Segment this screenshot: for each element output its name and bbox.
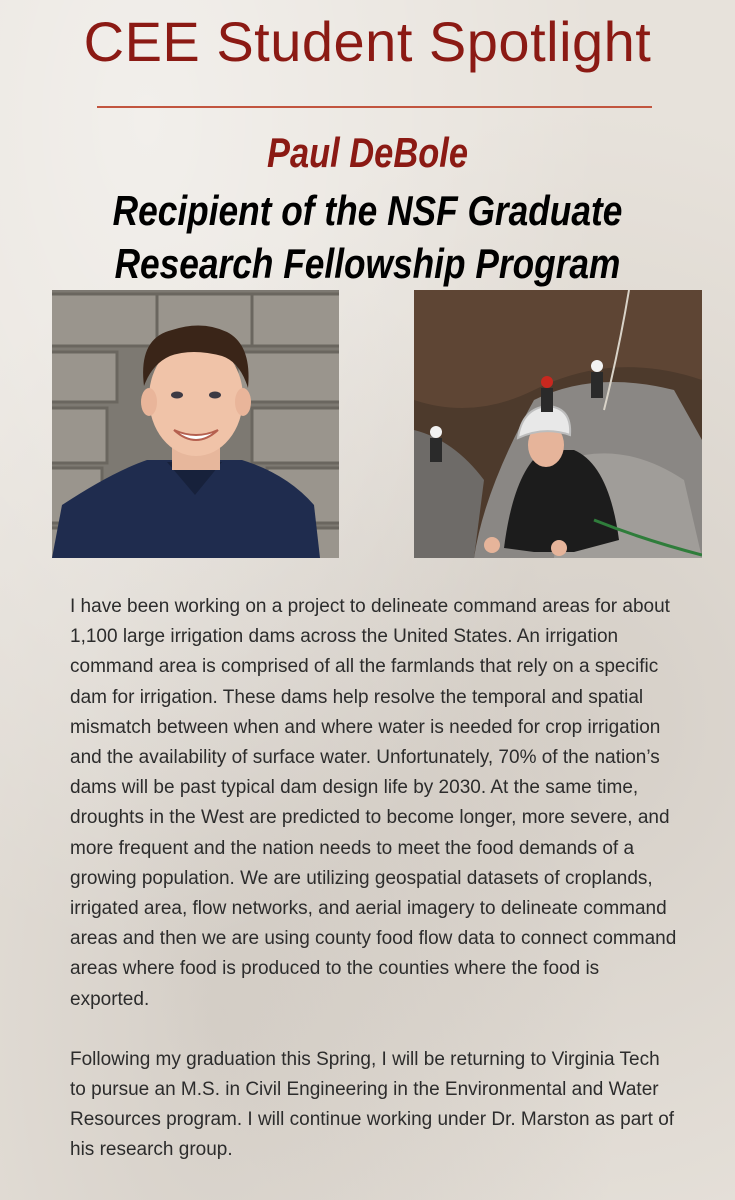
title-divider <box>97 106 652 108</box>
spotlight-body <box>70 592 680 1166</box>
body-paragraph-1: I have been working on a project to delineate command areas for about 1,100 large irrigation dams across the United States. An irrigation command area is comprised of all the farmlands that rely on a specific dam for irrigation. These dams help resolve the temporal and spatial mismatch between when and where water is needed for crop irrigation and the availability of surface water. Unfortunately, 70% of the nation’s dams will be past typical dam design life by 2030. At the same time, droughts in the West are predicted to become longer, more severe, and more frequent and the nation needs to meet the food demands of a growing population. We are utilizing geospatial datasets of croplands, irrigated area, flow networks, and aerial imagery to delineate command areas and then we are using county food flow data to connect command areas where food is produced to the counties where the food is exported. <box>70 596 677 1010</box>
student-name: Paul DeBole <box>267 129 468 176</box>
portrait-photo-image <box>52 290 339 558</box>
portrait-photo <box>52 290 339 558</box>
page-title: CEE Student Spotlight <box>83 10 652 73</box>
body-paragraph-2: Following my graduation this Spring, I will be returning to Virginia Tech to pursue an M.S. in Civil Engineering in the Environmental and Water Resources program. I will continue working under Dr. Marston as part of his research group. <box>70 1048 675 1161</box>
rock-climbing-photo-image <box>414 290 702 558</box>
award-heading <box>59 184 676 290</box>
award-line-2: Research Fellowship Program <box>114 240 621 287</box>
rock-climbing-photo <box>414 290 702 558</box>
award-line-1: Recipient of the NSF Graduate <box>112 187 623 234</box>
